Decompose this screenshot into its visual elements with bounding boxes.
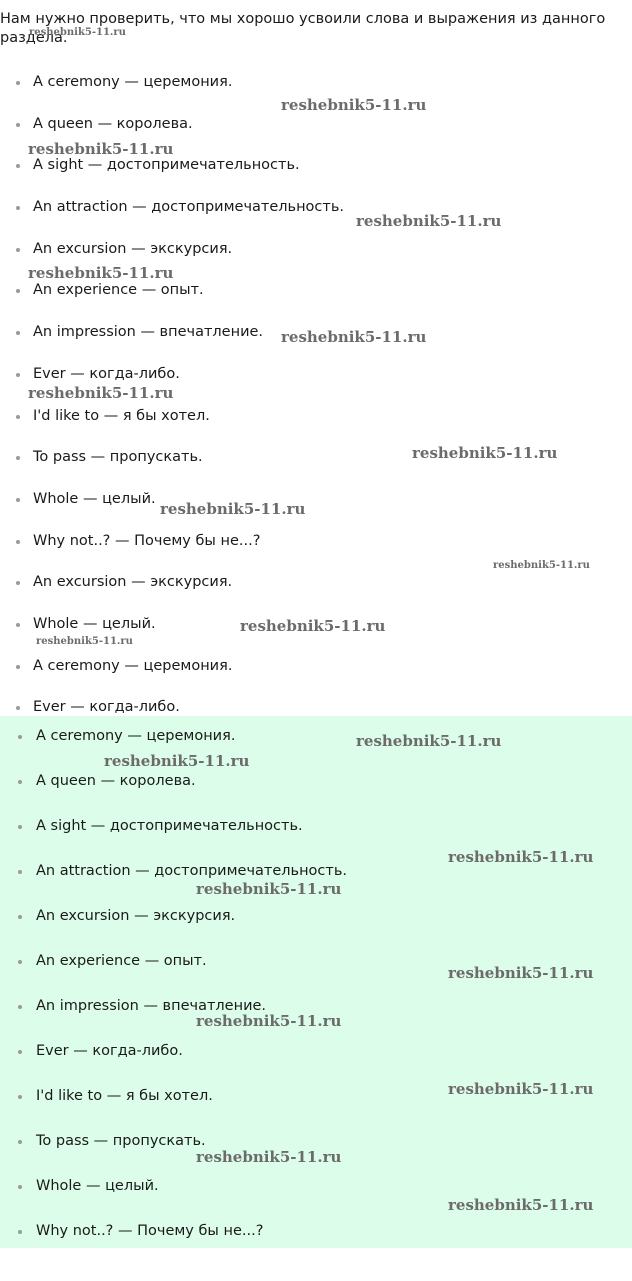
list-item: A queen — королева. xyxy=(0,114,632,156)
list-item: A ceremony — церемония. xyxy=(0,656,632,698)
list-item: Why not..? — Почему бы не...? xyxy=(0,531,632,573)
list-item: I'd like to — я бы хотел. xyxy=(0,406,632,448)
list-item: A sight — достопримечательность. xyxy=(0,155,632,197)
list-item: Whole — целый. xyxy=(0,1176,632,1221)
list-item: To pass — пропускать. xyxy=(0,447,632,489)
watermark: reshebnik5-11.ru xyxy=(448,1080,594,1098)
watermark: reshebnik5-11.ru xyxy=(281,328,427,346)
list-item: An excursion — экскурсия. xyxy=(0,239,632,281)
watermark: reshebnik5-11.ru xyxy=(356,212,502,230)
list-item: An attraction — достопримечательность. xyxy=(0,861,632,906)
list-item: Why not..? — Почему бы не...? xyxy=(0,1221,632,1266)
list-item: Whole — целый. xyxy=(0,614,632,656)
watermark: reshebnik5-11.ru xyxy=(28,384,174,402)
list-item: Ever — когда-либо. xyxy=(0,697,632,739)
watermark: reshebnik5-11.ru xyxy=(448,1196,594,1214)
watermark: reshebnik5-11.ru xyxy=(448,848,594,866)
intro-text: Нам нужно проверить, что мы хорошо усвоили слова и выражения из данного раздела. xyxy=(0,11,606,46)
list-item: A queen — королева. xyxy=(0,771,632,816)
watermark: reshebnik5-11.ru xyxy=(240,617,386,635)
watermark: reshebnik5-11.ru xyxy=(356,732,502,750)
list-item: An impression — впечатление. xyxy=(0,996,632,1041)
list-item: Ever — когда-либо. xyxy=(0,1041,632,1086)
list-item: An attraction — достопримечательность. xyxy=(0,197,632,239)
list-item: An excursion — экскурсия. xyxy=(0,906,632,951)
watermark: reshebnik5-11.ru xyxy=(29,27,126,38)
watermark: reshebnik5-11.ru xyxy=(28,264,174,282)
watermark: reshebnik5-11.ru xyxy=(493,560,590,571)
watermark: reshebnik5-11.ru xyxy=(196,1012,342,1030)
watermark: reshebnik5-11.ru xyxy=(196,880,342,898)
list-item: Ever — когда-либо. xyxy=(0,364,632,406)
list-item: To pass — пропускать. xyxy=(0,1131,632,1176)
list-item: A ceremony — церемония. xyxy=(0,726,632,771)
watermark: reshebnik5-11.ru xyxy=(196,1148,342,1166)
answer-vocabulary-list xyxy=(0,726,632,1266)
watermark: reshebnik5-11.ru xyxy=(160,500,306,518)
list-item: An excursion — экскурсия. xyxy=(0,572,632,614)
watermark: reshebnik5-11.ru xyxy=(104,752,250,770)
list-item: An experience — опыт. xyxy=(0,280,632,322)
list-item: Whole — целый. xyxy=(0,489,632,531)
watermark: reshebnik5-11.ru xyxy=(412,444,558,462)
list-item: I'd like to — я бы хотел. xyxy=(0,1086,632,1131)
list-item: An impression — впечатление. xyxy=(0,322,632,364)
watermark: reshebnik5-11.ru xyxy=(28,140,174,158)
list-item: A ceremony — церемония. xyxy=(0,72,632,114)
watermark: reshebnik5-11.ru xyxy=(448,964,594,982)
watermark: reshebnik5-11.ru xyxy=(36,636,133,647)
list-item: A sight — достопримечательность. xyxy=(0,816,632,861)
list-item: An experience — опыт. xyxy=(0,951,632,996)
watermark: reshebnik5-11.ru xyxy=(281,96,427,114)
